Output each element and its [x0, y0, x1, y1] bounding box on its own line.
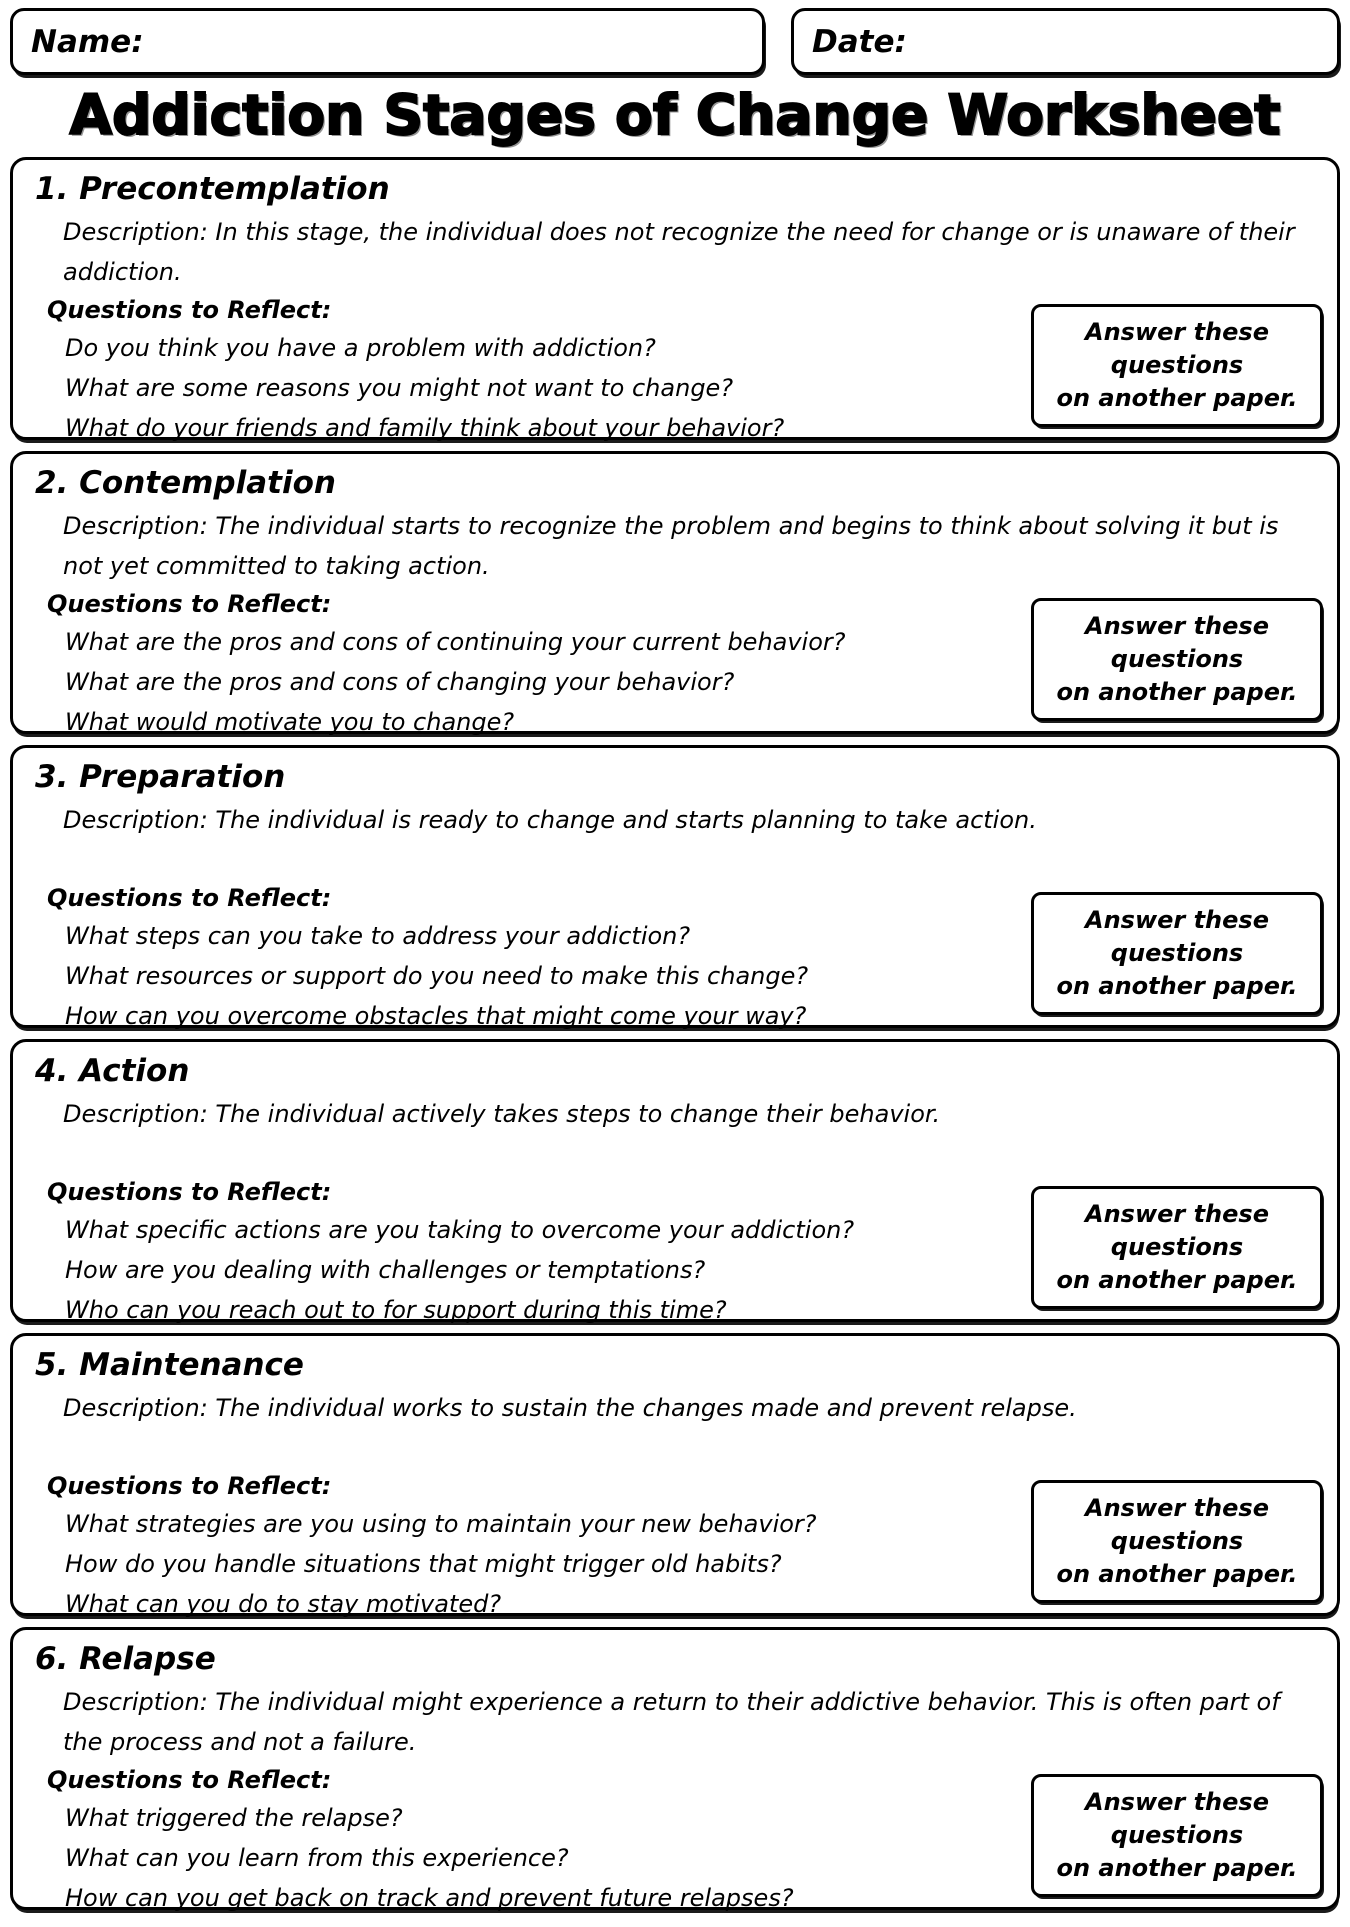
answer-note-box [1031, 1480, 1323, 1603]
answer-note-box [1031, 1774, 1323, 1897]
question-3: What can you do to stay motivated? [65, 1590, 502, 1618]
section-heading [35, 168, 1317, 210]
question-1: Do you think you have a problem with addiction? [65, 334, 656, 362]
answer-note-line2: on another paper. [1056, 384, 1298, 412]
question-1: What are the pros and cons of continuing your current behavior? [65, 628, 846, 656]
question-3: What do your friends and family think about your behavior? [65, 414, 785, 442]
section-relapse [10, 1627, 1340, 1910]
answer-note-box [1031, 892, 1323, 1015]
section-title: Maintenance [79, 1347, 304, 1383]
section-title: Precontemplation [79, 171, 390, 207]
question-3: Who can you reach out to for support during this time? [65, 1296, 727, 1324]
answer-note-box [1031, 598, 1323, 721]
answer-note-line1: Answer these questions [1085, 906, 1269, 967]
question-2: What are the pros and cons of changing your behavior? [65, 668, 735, 696]
section-title: Preparation [79, 759, 286, 795]
question-1: What triggered the relapse? [65, 1804, 403, 1832]
questions-label: Questions to Reflect: [47, 590, 332, 618]
answer-note-line1: Answer these questions [1085, 1200, 1269, 1261]
section-description: Description: The individual actively takes steps to change their behavior. [63, 1100, 941, 1128]
section-number: 1. [35, 171, 69, 207]
section-heading [35, 1344, 1317, 1386]
date-label: Date: [812, 23, 907, 60]
section-title: Relapse [79, 1641, 216, 1677]
section-description: Description: In this stage, the individual does not recognize the need for change or is unaware of their addiction. [63, 218, 1295, 286]
section-number: 6. [35, 1641, 69, 1677]
section-number: 5. [35, 1347, 69, 1383]
questions-label: Questions to Reflect: [47, 1766, 332, 1794]
answer-note-line2: on another paper. [1056, 678, 1298, 706]
header-row [10, 8, 1340, 75]
section-description: Description: The individual might experience a return to their addictive behavior. This is often part of the process and not a failure. [63, 1688, 1280, 1756]
section-heading [35, 756, 1317, 798]
section-number: 4. [35, 1053, 69, 1089]
section-description: Description: The individual works to sustain the changes made and prevent relapse. [63, 1394, 1077, 1422]
question-2: How do you handle situations that might trigger old habits? [65, 1550, 782, 1578]
section-description: Description: The individual starts to recognize the problem and begins to think about solving it but is not yet committed to taking action. [63, 512, 1279, 580]
question-1: What specific actions are you taking to overcome your addiction? [65, 1216, 855, 1244]
question-1: What strategies are you using to maintain your new behavior? [65, 1510, 817, 1538]
question-2: What resources or support do you need to make this change? [65, 962, 809, 990]
question-2: What can you learn from this experience? [65, 1844, 569, 1872]
section-heading [35, 1638, 1317, 1680]
answer-note-box [1031, 304, 1323, 427]
section-description: Description: The individual is ready to change and starts planning to take action. [63, 806, 1037, 834]
page-title: Addiction Stages of Change Worksheet [69, 83, 1281, 147]
answer-note-box [1031, 1186, 1323, 1309]
answer-note-line2: on another paper. [1056, 1854, 1298, 1882]
answer-note-line2: on another paper. [1056, 972, 1298, 1000]
section-heading [35, 1050, 1317, 1092]
section-title: Action [79, 1053, 190, 1089]
answer-note-line2: on another paper. [1056, 1266, 1298, 1294]
questions-label: Questions to Reflect: [47, 1178, 332, 1206]
section-maintenance [10, 1333, 1340, 1616]
answer-note-line2: on another paper. [1056, 1560, 1298, 1588]
question-2: How are you dealing with challenges or temptations? [65, 1256, 706, 1284]
question-1: What steps can you take to address your addiction? [65, 922, 691, 950]
section-contemplation [10, 451, 1340, 734]
question-3: What would motivate you to change? [65, 708, 515, 736]
question-3: How can you overcome obstacles that might come your way? [65, 1002, 807, 1030]
section-precontemplation [10, 157, 1340, 440]
questions-label: Questions to Reflect: [47, 884, 332, 912]
answer-note-line1: Answer these questions [1085, 1494, 1269, 1555]
section-preparation [10, 745, 1340, 1028]
answer-note-line1: Answer these questions [1085, 1788, 1269, 1849]
section-number: 3. [35, 759, 69, 795]
question-2: What are some reasons you might not want to change? [65, 374, 734, 402]
section-number: 2. [35, 465, 69, 501]
section-title: Contemplation [79, 465, 336, 501]
answer-note-line1: Answer these questions [1085, 612, 1269, 673]
date-field [791, 8, 1340, 75]
question-3: How can you get back on track and prevent future relapses? [65, 1884, 794, 1912]
answer-note-line1: Answer these questions [1085, 318, 1269, 379]
questions-label: Questions to Reflect: [47, 296, 332, 324]
name-label: Name: [31, 23, 144, 60]
section-action [10, 1039, 1340, 1322]
questions-label: Questions to Reflect: [47, 1472, 332, 1500]
section-heading [35, 462, 1317, 504]
name-field [10, 8, 765, 75]
